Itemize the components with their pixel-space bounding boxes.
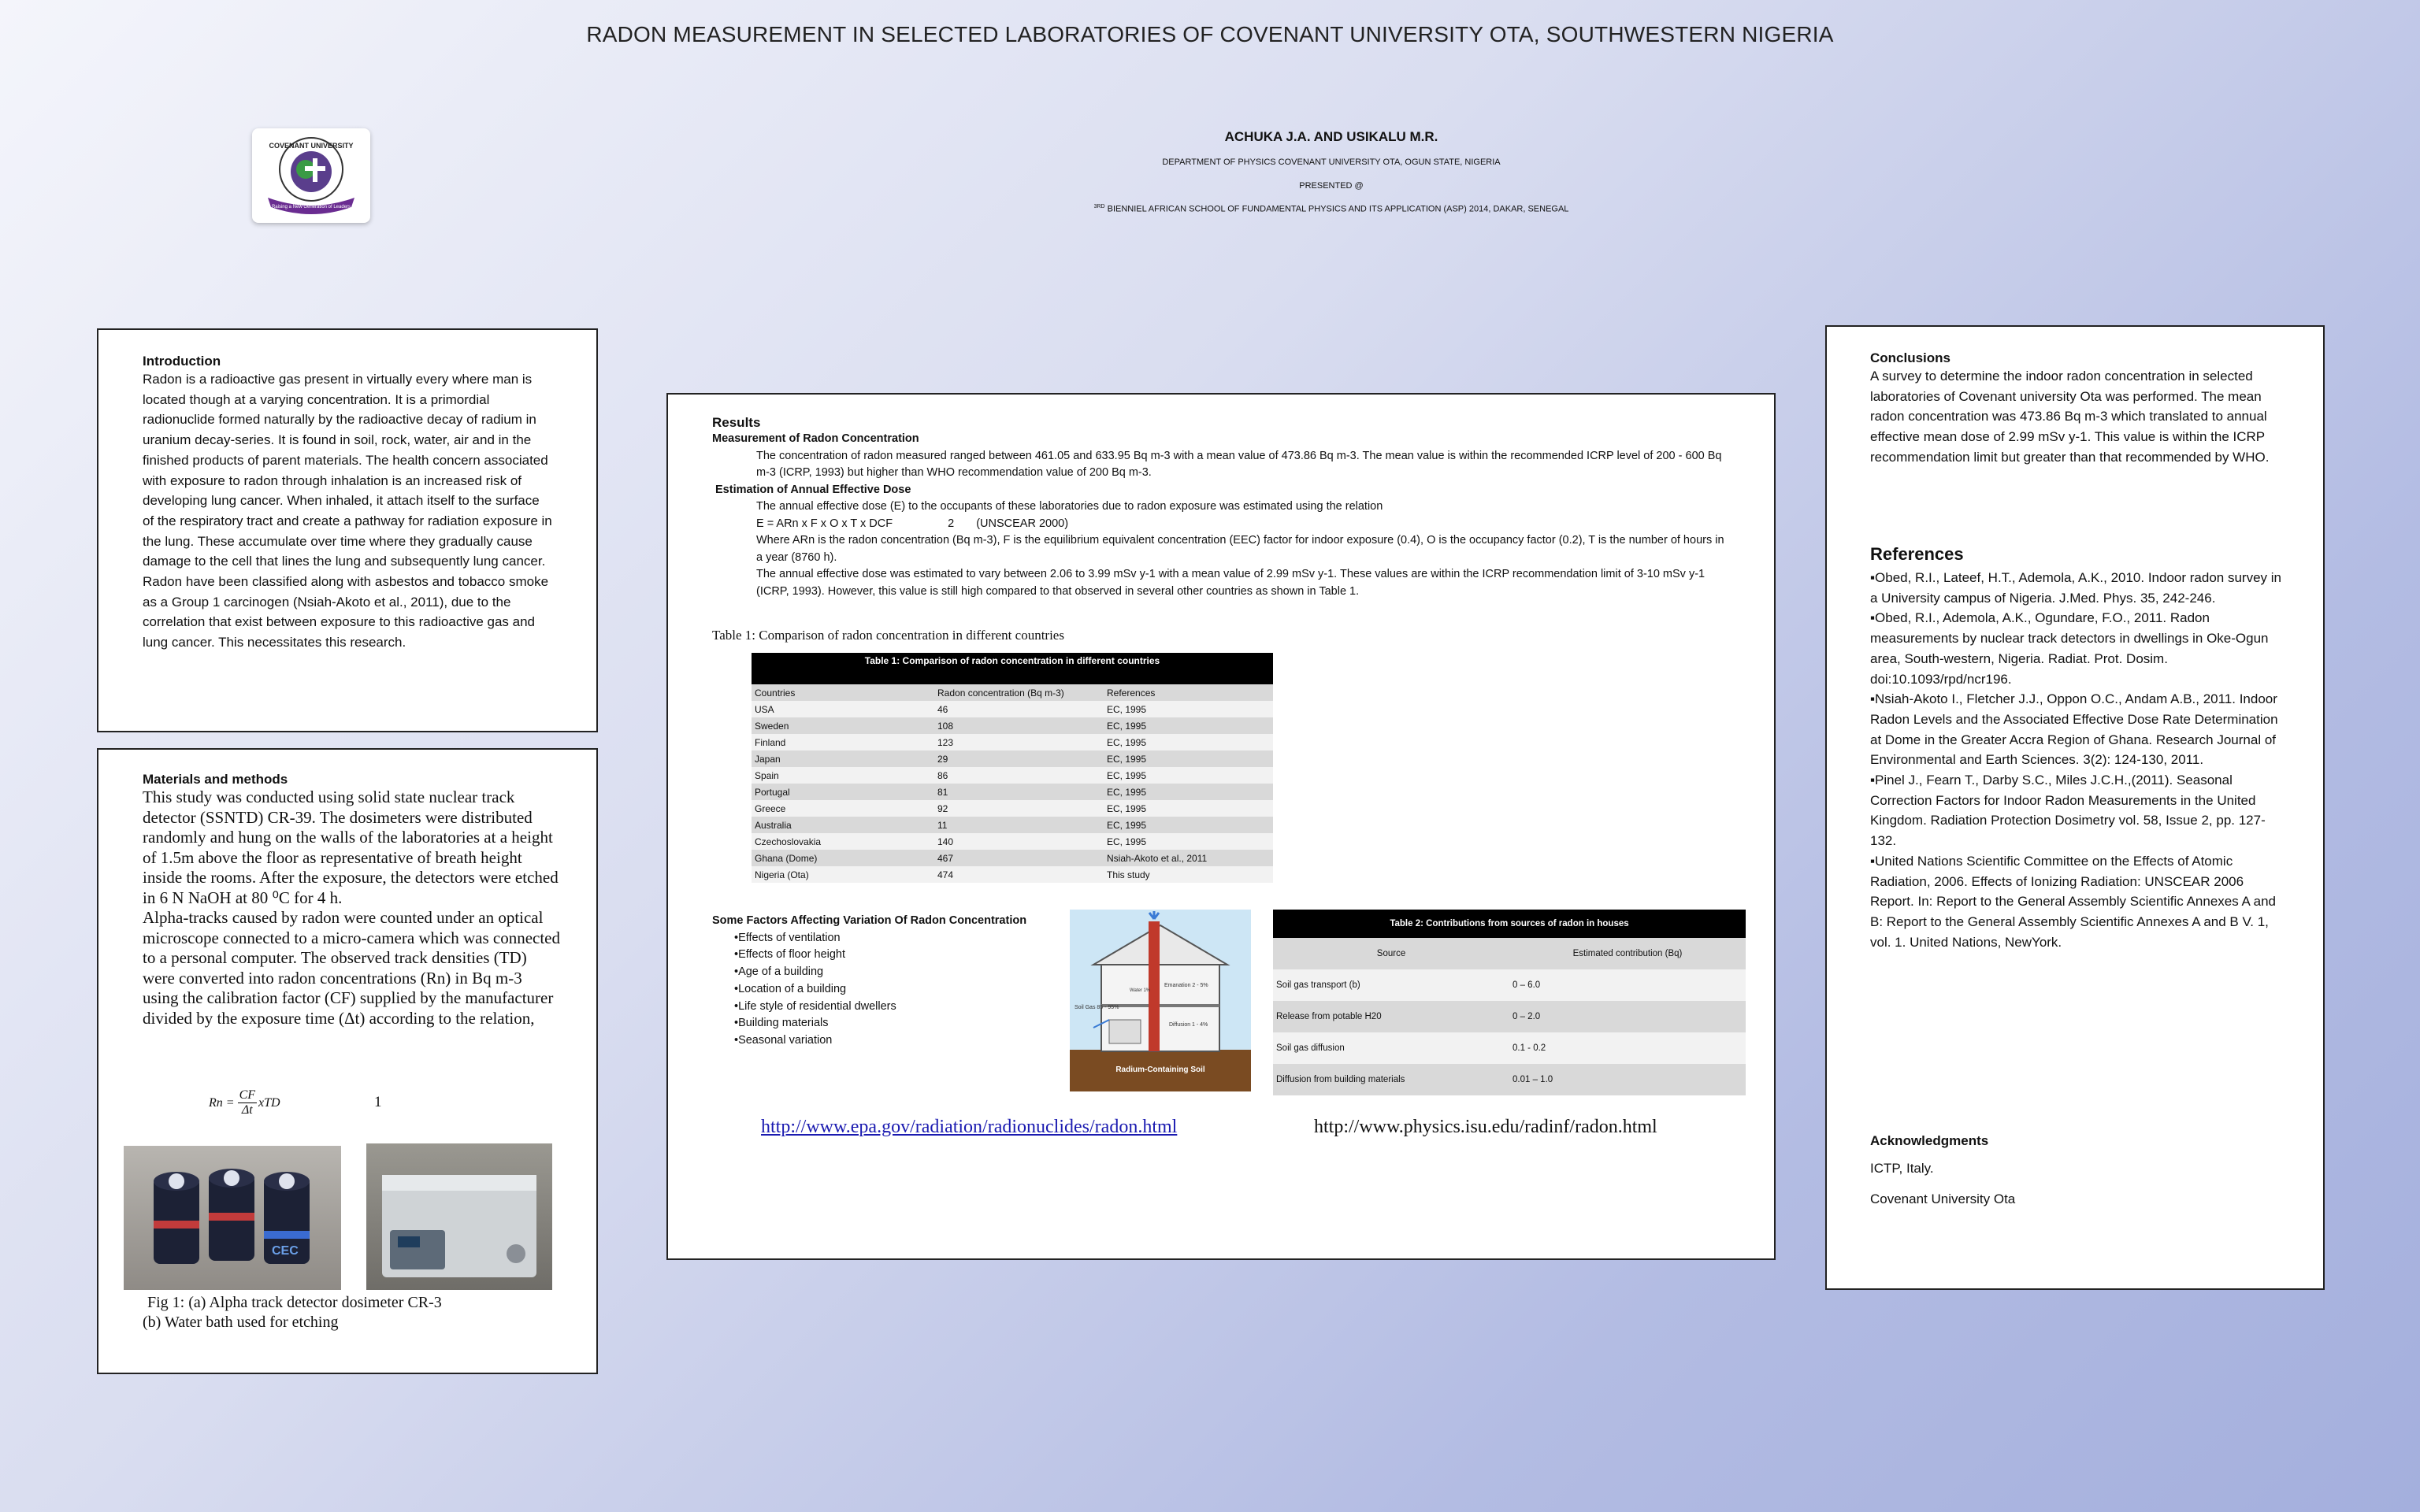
results-paragraph-2: The annual effective dose (E) to the occupants of these laboratories due to radon exposure was estimated using the relation [756, 500, 1383, 513]
table-1-cell: Finland [752, 734, 934, 750]
factors-heading: Some Factors Affecting Variation Of Radon Concentration [712, 914, 1027, 927]
reference-item: ▪United Nations Scientific Committee on the Effects of Atomic Radiation, 2006. Effects of Ionizing Radiation: UNSCEAR 2006 Report. In: Report to the General Assembly Scientific Annexes A and B: Report to the General Assembly Scientific Annexes A and B V. 1, vol. 1. United Nations, NewYork. [1870, 853, 2277, 950]
acknowledgment-item: Covenant University Ota [1870, 1191, 2016, 1206]
factor-item: •Effects of ventilation [734, 931, 841, 944]
equation-1-number: 1 [374, 1094, 382, 1110]
table-1-row [752, 817, 1273, 833]
table-2-row [1273, 1001, 1746, 1032]
table-1-row [752, 866, 1273, 883]
results-paragraph-1: The concentration of radon measured ranged between 461.05 and 633.95 Bq m-3 with a mean value of 473.86 Bq m-3. The mean value is within the recommended ICRP level of 200 - 600 Bq m-3 (ICRP, 1993) but higher than WHO recommendation value of 200 Bq m-3. [756, 449, 1722, 479]
introduction-heading: Introduction [143, 354, 221, 369]
results-subheading-2: Estimation of Annual Effective Dose [715, 483, 911, 496]
table-1-header-cell: Radon concentration (Bq m-3) [934, 684, 1104, 701]
table-1-row [752, 850, 1273, 866]
water-bath-photo [366, 1143, 552, 1290]
results-equation-2: E = ARn x F x O x T x DCF 2 (UNSCEAR 2000) [756, 517, 1069, 530]
table-2-caption: Table 2: Contributions from sources of radon in houses [1273, 910, 1746, 938]
table-2-cell: 0 – 2.0 [1509, 1001, 1746, 1032]
table-2-row [1273, 969, 1746, 1001]
acknowledgment-item: ICTP, Italy. [1870, 1161, 1934, 1176]
table-1-grid [752, 684, 1273, 883]
table-2-cell: Release from potable H20 [1273, 1001, 1509, 1032]
table-2-header-row [1273, 938, 1746, 969]
table-1-cell: Czechoslovakia [752, 833, 934, 850]
acknowledgments-heading: Acknowledgments [1870, 1133, 1989, 1148]
results-paragraph-3: Where ARn is the radon concentration (Bq m-3), F is the equilibrium equivalent concentration (EEC) factor for indoor exposure (0.4), O is the occupancy factor (0.2), T is the number of hours in a year (8760 h). [756, 534, 1724, 564]
table-2-cell: Diffusion from building materials [1273, 1064, 1509, 1095]
table-1-cell: This study [1104, 866, 1273, 883]
table-1-row [752, 734, 1273, 750]
table-1-title: Table 1: Comparison of radon concentration in different countries [712, 628, 1064, 643]
table-1-cell: Ghana (Dome) [752, 850, 934, 866]
table-1-cell: Sweden [752, 717, 934, 734]
table-1-cell: EC, 1995 [1104, 717, 1273, 734]
radon-house-diagram [1070, 910, 1251, 1091]
table-1-cell: 86 [934, 767, 1104, 784]
svg-text:COVENANT UNIVERSITY: COVENANT UNIVERSITY [269, 142, 354, 150]
table-1-cell: Greece [752, 800, 934, 817]
isu-link[interactable]: http://www.physics.isu.edu/radinf/radon.html [1314, 1117, 1657, 1137]
table-1-row [752, 767, 1273, 784]
table-2 [1273, 910, 1746, 1095]
factor-item: •Seasonal variation [734, 1033, 833, 1047]
table-1 [752, 653, 1273, 883]
table-1-cell: Portugal [752, 784, 934, 800]
dosimeter-photo [124, 1146, 341, 1290]
factors-list [712, 913, 1026, 1050]
table-1-cell: 108 [934, 717, 1104, 734]
materials-heading: Materials and methods [143, 772, 288, 787]
table-1-row [752, 784, 1273, 800]
materials-paragraph-1: This study was conducted using solid state nuclear track detector (SSNTD) CR-39. The dosimeters were distributed randomly and hung on the walls of the laboratories at a height of 1.5m above the floor as representative of breath height inside the rooms. After the exposure, the detectors were etched in 6 N NaOH at 80 ⁰C for 4 h. [143, 788, 559, 907]
introduction-text: Radon is a radioactive gas present in virtually every where man is located though at a varying concentration. It is a primordial radionuclide formed naturally by the radioactive decay of radium in uranium decay-series. It is found in soil, rock, water, air and in the finished products of parent materials. The health concern associated with exposure to radon through inhalation is an increased risk of developing lung cancer. When inhaled, it attach itself to the surface of the respiratory tract and create a pathway for radiation exposure in the lung. These accumulate over time where they gradually cause damage to the cell that lines the lung and subsequently lung cancer. Radon have been classified along with asbestos and tobacco smoke as a Group 1 carcinogen (Nsiah-Akoto et al., 2011), due to the correlation that exist between exposure to this radioactive gas and lung cancer. This necessitates this research. [143, 372, 552, 650]
poster-title: RADON MEASUREMENT IN SELECTED LABORATORIES OF COVENANT UNIVERSITY OTA, SOUTHWESTERN NIGERIA [586, 22, 1834, 46]
equation-1: Rn = $\frac{CF}{\Delta t}$ xTD [209, 1088, 280, 1117]
table-1-cell: EC, 1995 [1104, 833, 1273, 850]
table-1-row [752, 800, 1273, 817]
factor-item: •Life style of residential dwellers [734, 999, 896, 1013]
table-1-header-cell: Countries [752, 684, 934, 701]
table-1-cell: EC, 1995 [1104, 701, 1273, 717]
table-1-cell: Nigeria (Ota) [752, 866, 934, 883]
table-2-grid [1273, 938, 1746, 1095]
table-1-cell: EC, 1995 [1104, 750, 1273, 767]
table-1-cell: 140 [934, 833, 1104, 850]
table-1-cell: USA [752, 701, 934, 717]
factor-item: •Effects of floor height [734, 948, 846, 962]
conclusions-panel [1825, 325, 2325, 1290]
results-heading: Results [712, 415, 761, 430]
table-1-cell: 474 [934, 866, 1104, 883]
table-2-cell: 0.01 – 1.0 [1509, 1064, 1746, 1095]
figure-caption: Fig 1: (a) Alpha track detector dosimeter CR-3 (b) Water bath used for etching [143, 1294, 442, 1331]
table-2-row [1273, 1064, 1746, 1095]
epa-link[interactable]: http://www.epa.gov/radiation/radionuclides/radon.html [761, 1117, 1178, 1137]
introduction-panel [97, 328, 598, 732]
university-logo [252, 128, 370, 223]
materials-paragraph-2: Alpha-tracks caused by radon were counted under an optical microscope connected to a micro-camera which was connected to a personal computer. The observed track densities (TD) were converted into radon concentrations (Rn) in Bq m-3 using the calibration factor (CF) supplied by the manufacturer divided by the exposure time (Δt) according to the relation, [143, 908, 561, 1028]
table-1-cell: Spain [752, 767, 934, 784]
reference-item: ▪Nsiah-Akoto I., Fletcher J.J., Oppon O.C., Andam A.B., 2011. Indoor Radon Levels and the Associated Effective Dose Rate Determination at Dome in the Greater Accra Region of Ghana. Research Journal of Environmental and Earth Sciences. 3(2): 124-130, 2011. [1870, 691, 2278, 768]
table-1-cell: 123 [934, 734, 1104, 750]
factor-item: •Location of a building [734, 982, 847, 995]
reference-item: ▪Pinel J., Fearn T., Darby S.C., Miles J.C.H.,(2011). Seasonal Correction Factors for Indoor Radon Measurements in the United Kingdom. Radiation Protection Dosimetry vol. 58, Issue 2, pp. 127-132. [1870, 773, 2266, 849]
conclusions-text: A survey to determine the indoor radon concentration in selected laboratories of Covenant university Ota was performed. The mean radon concentration was 473.86 Bq m-3 which translated to annual effective mean dose of 2.99 mSv y-1. This value is within the ICRP recommendation limit but greater than that recommended by WHO. [1870, 369, 2270, 465]
factor-item: •Age of a building [734, 965, 824, 979]
svg-text:Soil Gas 85 - 95%: Soil Gas 85 - 95% [1075, 1005, 1119, 1010]
table-1-row [752, 833, 1273, 850]
svg-text:Emanation 2 - 5%: Emanation 2 - 5% [1164, 983, 1208, 988]
table-1-cell: EC, 1995 [1104, 800, 1273, 817]
results-panel [666, 393, 1776, 1260]
conference: $^{3RD}$ BIENNIEL AFRICAN SCHOOL OF FUNDAMENTAL PHYSICS AND ITS APPLICATION (ASP) 2014, DAKAR, SENEGAL [1093, 204, 1569, 214]
table-1-cell: 81 [934, 784, 1104, 800]
references-list [1870, 568, 2288, 952]
svg-text:Diffusion 1 - 4%: Diffusion 1 - 4% [1169, 1022, 1208, 1028]
table-2-header-cell: Estimated contribution (Bq) [1509, 938, 1746, 969]
table-1-cell: 46 [934, 701, 1104, 717]
table-1-cell: 11 [934, 817, 1104, 833]
table-1-cell: 92 [934, 800, 1104, 817]
factor-item: •Building materials [734, 1017, 829, 1030]
table-2-cell: Soil gas diffusion [1273, 1032, 1509, 1064]
table-1-row [752, 717, 1273, 734]
svg-text:Raising a New Generation of Le: Raising a New Generation of Leaders [271, 205, 351, 209]
table-1-header-cell: References [1104, 684, 1273, 701]
table-1-cell: EC, 1995 [1104, 817, 1273, 833]
department: DEPARTMENT OF PHYSICS COVENANT UNIVERSITY OTA, OGUN STATE, NIGERIA [1162, 158, 1501, 167]
svg-text:Water 1%: Water 1% [1130, 988, 1151, 993]
table-2-row [1273, 1032, 1746, 1064]
acknowledgments-list [1870, 1158, 2288, 1209]
table-1-cell: 29 [934, 750, 1104, 767]
svg-text:Radium-Containing Soil: Radium-Containing Soil [1115, 1065, 1205, 1074]
table-1-row [752, 750, 1273, 767]
svg-text:CEC: CEC [272, 1244, 299, 1258]
table-1-cell: 467 [934, 850, 1104, 866]
table-1-caption: Table 1: Comparison of radon concentration in different countries [752, 653, 1273, 684]
conclusions-heading: Conclusions [1870, 350, 1951, 365]
table-1-cell: Australia [752, 817, 934, 833]
materials-panel [97, 748, 598, 1374]
table-2-header-cell: Source [1273, 938, 1509, 969]
authors: ACHUKA J.A. AND USIKALU M.R. [1224, 129, 1438, 144]
table-1-cell: Nsiah-Akoto et al., 2011 [1104, 850, 1273, 866]
table-2-cell: 0 – 6.0 [1509, 969, 1746, 1001]
table-2-cell: 0.1 - 0.2 [1509, 1032, 1746, 1064]
table-1-cell: Japan [752, 750, 934, 767]
table-1-cell: EC, 1995 [1104, 784, 1273, 800]
references-heading: References [1870, 544, 1964, 564]
table-2-cell: Soil gas transport (b) [1273, 969, 1509, 1001]
table-1-header-row [752, 684, 1273, 701]
table-1-cell: EC, 1995 [1104, 767, 1273, 784]
reference-item: ▪Obed, R.I., Ademola, A.K., Ogundare, F.O., 2011. Radon measurements by nuclear track detectors in dwellings in Oke-Ogun area, South-western, Nigeria. Radiat. Prot. Dosim. doi:10.1093/rpd/ncr196. [1870, 610, 2269, 687]
results-subheading-1: Measurement of Radon Concentration [712, 432, 919, 445]
table-1-cell: EC, 1995 [1104, 734, 1273, 750]
presented-label: PRESENTED @ [1299, 181, 1364, 191]
table-1-row [752, 701, 1273, 717]
reference-item: ▪Obed, R.I., Lateef, H.T., Ademola, A.K., 2010. Indoor radon survey in a University campus of Nigeria. J.Med. Phys. 35, 242-246. [1870, 570, 2281, 606]
results-paragraph-4: The annual effective dose was estimated to vary between 2.06 to 3.99 mSv y-1 with a mean value of 2.99 mSv y-1. These values are within the ICRP recommendation limit of 3-10 mSv y-1 (ICRP, 1993). However, this value is still high compared to that observed in several other countries as shown in Table 1. [756, 568, 1706, 598]
